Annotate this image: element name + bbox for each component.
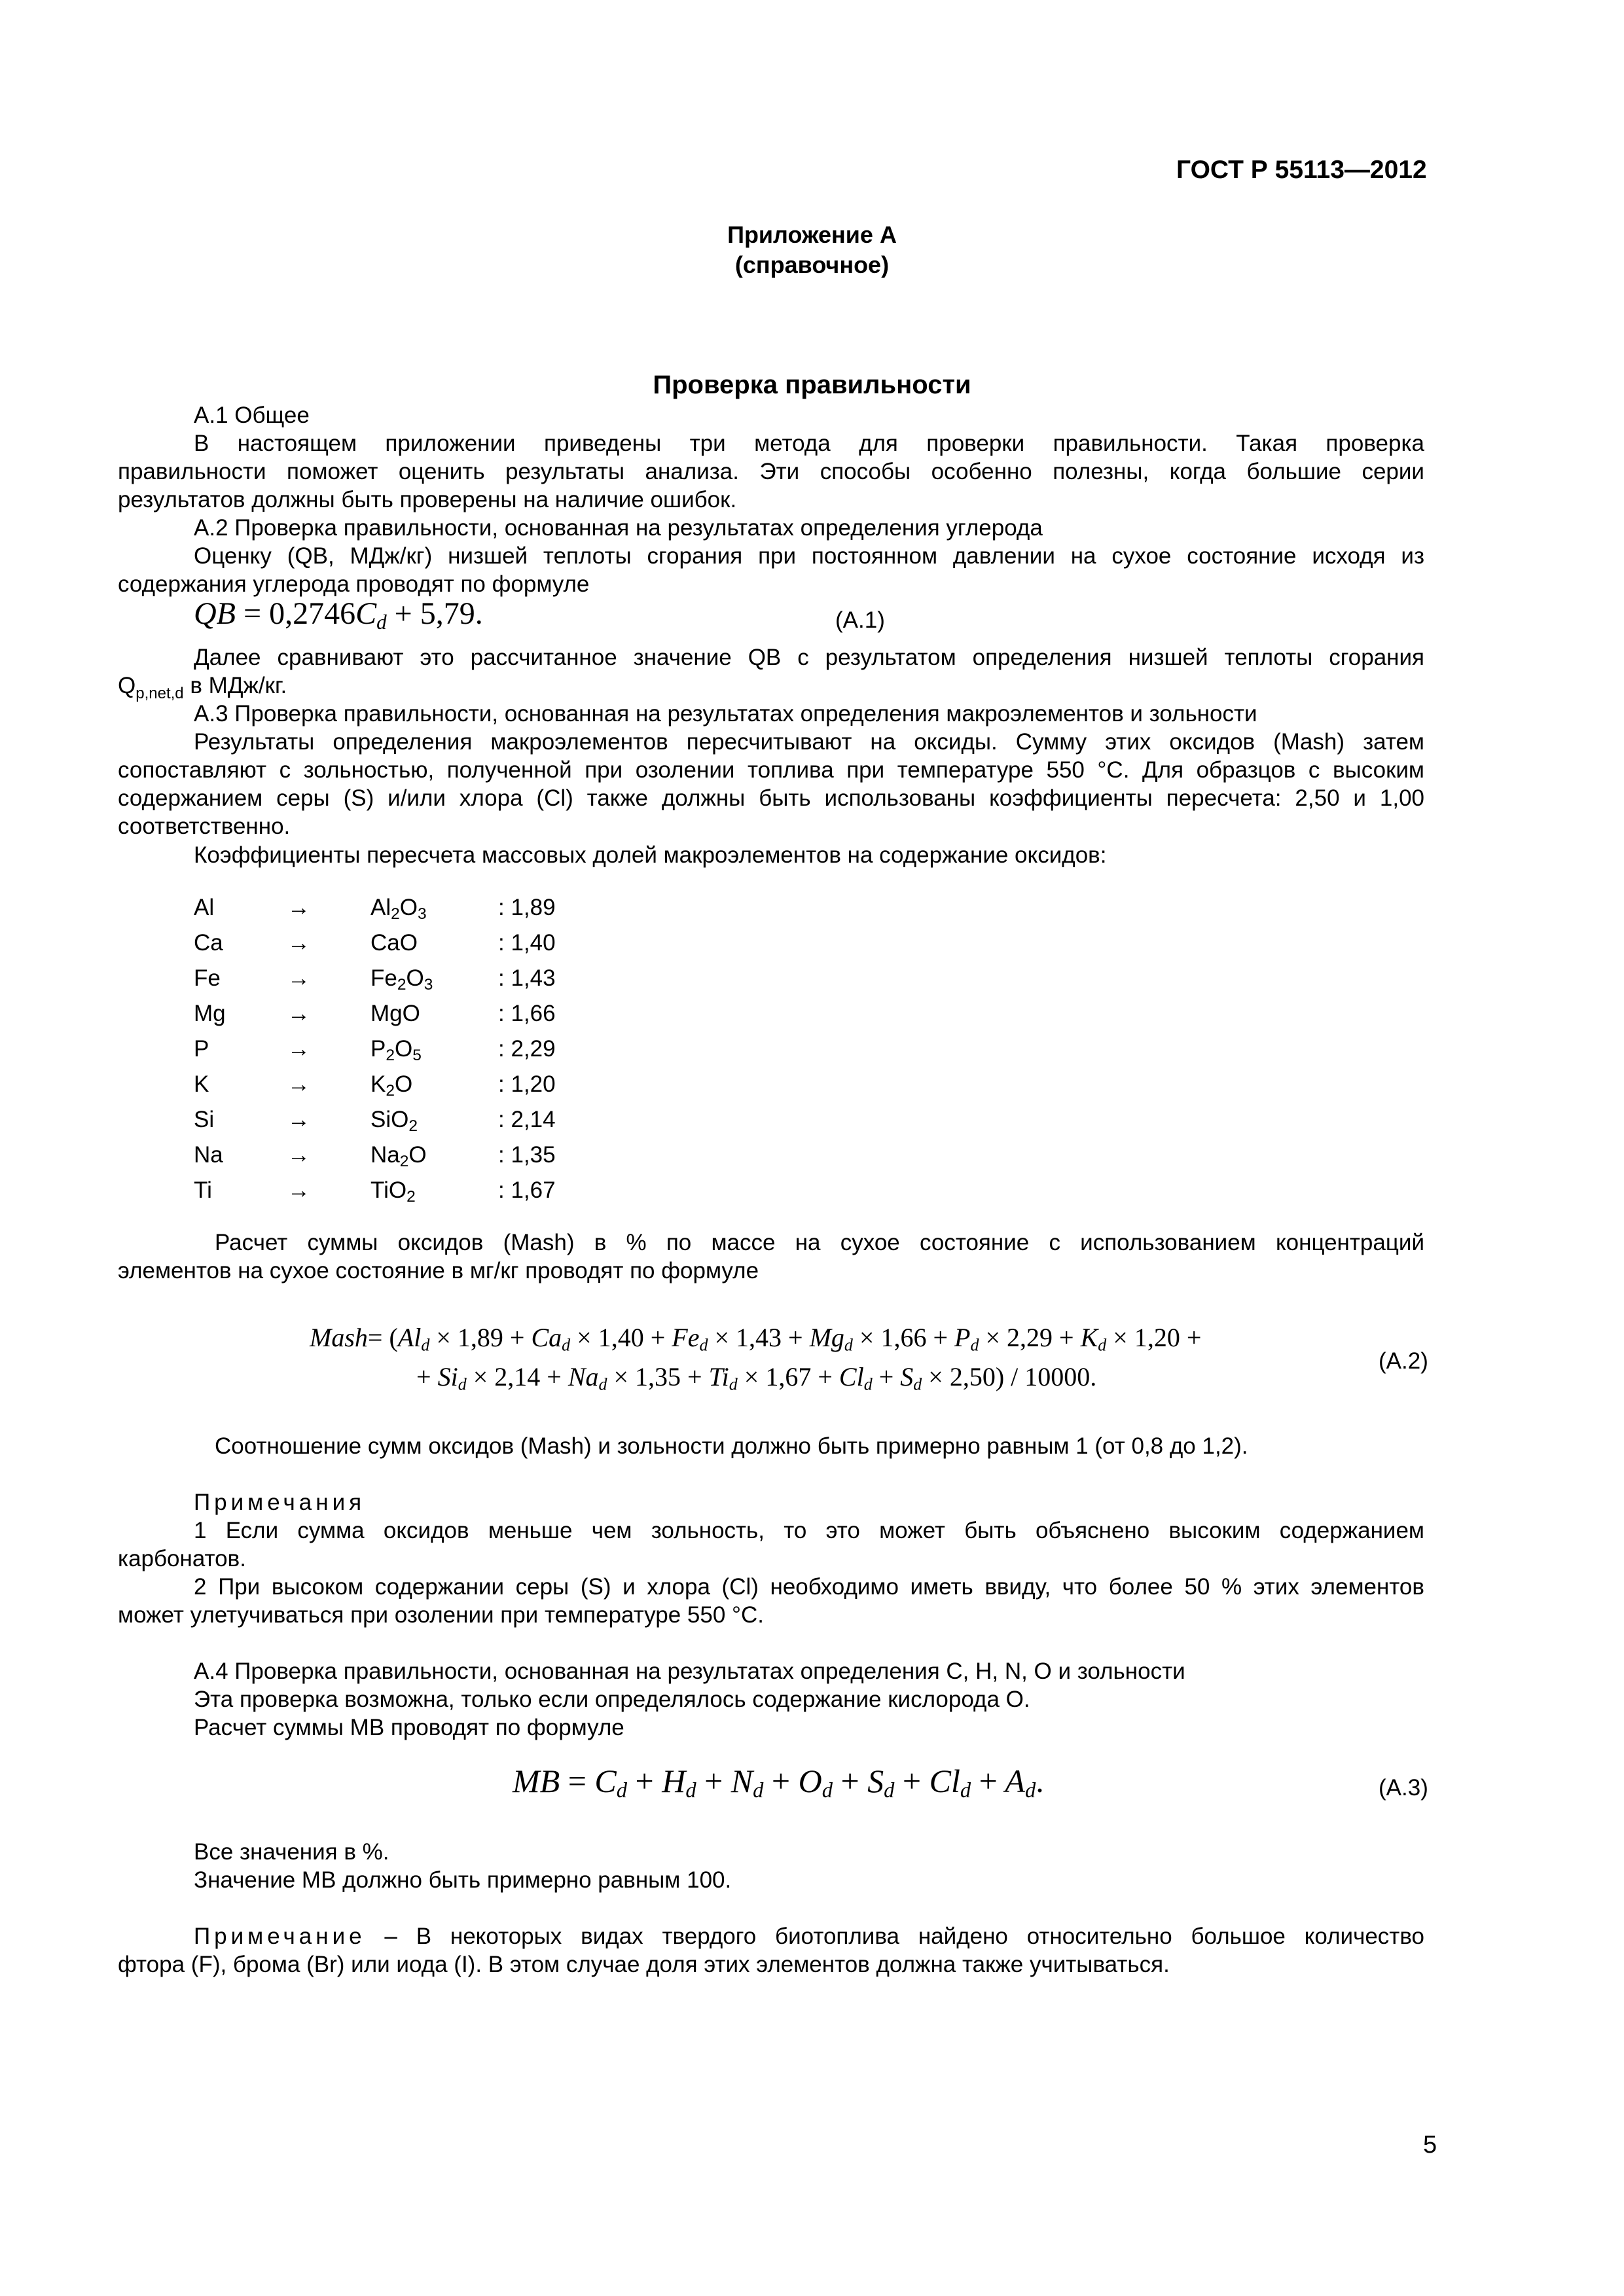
- page-number: 5: [1423, 2131, 1437, 2159]
- notes-heading: Примечания: [194, 1490, 366, 1515]
- a3-para-line: Результаты определения макроэлементов пересчитывают на оксиды. Сумму этих оксидов (Mash) затем: [194, 729, 1424, 755]
- a2-heading: А.2 Проверка правильности, основанная на результатах определения углерода: [194, 515, 1043, 541]
- formula-a2-line2: + $Si_d \times 2,14 + Na_d \times 1,35 + Ti_d \times 1,67 + Cl_d + S_d \times 2,50) / 10000$.: [416, 1362, 1097, 1394]
- coef-intro: Коэффициенты пересчета массовых долей макроэлементов на содержание оксидов:: [194, 842, 1107, 868]
- formula-a1-number: (А.1): [835, 607, 885, 633]
- note-line: 2 При высоком содержании серы (S) и хлора (Cl) необходимо иметь ввиду, что более 50 % этих элементов: [194, 1574, 1424, 1600]
- a2-para-line: Оценку (QB, МДж/кг) низшей теплоты сгорания при постоянном давлении на сухое состояние исходя из: [194, 543, 1424, 569]
- a3-para-line: сопоставляют с зольностью, полученной при озолении топлива при температуре 550 °С. Для образцов с высоким: [118, 757, 1424, 783]
- ratio-text: Соотношение сумм оксидов (Mash) и зольности должно быть примерно равным 1 (от 0,8 до 1,2).: [215, 1433, 1248, 1459]
- note-line: карбонатов.: [118, 1546, 246, 1571]
- a3-para-line: содержанием серы (S) и/или хлора (Cl) также должны быть использованы коэффициенты пересчета: 2,50 и 1,00: [118, 785, 1424, 811]
- note-line: 1 Если сумма оксидов меньше чем зольность, то это может быть объяснено высоким содержанием: [194, 1518, 1424, 1543]
- formula-a2-line1: Mash= ($Al_d \times 1,89 + Ca_d \times 1,40 + Fe_d \times 1,43 + Mg_d \times 1,66 + P_d \times 2,29 + K_d \times 1,20$ +: [310, 1323, 1202, 1355]
- appendix-title: Приложение А: [727, 221, 897, 248]
- calc-line: элементов на сухое состояние в мг/кг проводят по формуле: [118, 1258, 759, 1283]
- formula-a3: MB = $C_d + H_d + N_d + O_d + S_d + Cl_d + A_d$.: [513, 1763, 1044, 1803]
- a2-para-line: содержания углерода проводят по формуле: [118, 571, 590, 597]
- note-line: может улетучиваться при озолении при температуре 550 °С.: [118, 1602, 765, 1628]
- calc-line: Расчет суммы оксидов (Mash) в % по массе на сухое состояние с использованием концентраций: [215, 1230, 1424, 1255]
- formula-a3-number: (А.3): [1379, 1775, 1428, 1801]
- formula-a1: QB = $0,2746C_d + 5,79$.: [194, 596, 483, 634]
- a2-after-line: Далее сравнивают это рассчитанное значение QB с результатом определения низшей теплоты сгорания: [194, 645, 1424, 670]
- formula-a2-number: (А.2): [1379, 1348, 1428, 1374]
- a1-para-line: правильности поможет оценить результаты анализа. Эти способы особенно полезны, когда большие серии: [118, 459, 1424, 484]
- standard-code: ГОСТ Р 55113—2012: [1176, 156, 1427, 184]
- document-page: ГОСТ Р 55113—2012 Приложение А (справочное) Проверка правильности А.1 Общее В настоящем приложении приведены три метода для проверки правильности. Такая проверка правильности поможет оценить результаты анализа. Эти способы особенно полезны, когда большие серии результатов должны быть проверены на наличие ошибок. А.2 Проверка правильности, основанная на результатах определения углерода Оценку (QB, МДж/кг) низшей теплоты сгорания при постоянном давлении на сухое состояние исходя из содержания углерода проводят по формуле QB = $0,2746C_d + 5,79$. (А.1) Далее сравнивают это рассчитанное значение QB с результатом определения низшей теплоты сгорания $Q_{p,net,d}$ в МДж/кг. А.3 Проверка правильности, основанная на результатах определения макроэлементов и зольности Результаты определения макроэлементов пересчитывают на оксиды. Сумму этих оксидов (Mash) затем сопоставляют с зольностью, полученной при озолении топлива при температуре 550 °С. Для образцов с высоким содержанием серы (S) и/или хлора (Cl) также должны быть использованы коэффициенты пересчета: 2,50 и 1,00 соответственно. Коэффициенты пересчета массовых долей макроэлементов на содержание оксидов: Al → $Al_2O_3$ : 1,89 Ca → CaO : 1,40 Fe → $Fe_2O_3$ : 1,43 Mg → MgO : 1,66 P → $P_2O_5$ : 2,29 K → $K_2O$ : 1,20 Si → SiO$_2$ : 2,14 Na → $Na_2O$ : 1,35 Ti → TiO$_2$ : 1,67 Расчет суммы оксидов (Mash) в % по массе на сухое состояние с использованием концентраций элементов на сухое состояние в мг/кг проводят по формуле Mash= ($Al_d \times 1,89 + Ca_d \times 1,40 + Fe_d \times 1,43 + Mg_d \times 1,66 + P_d \times 2,29 + K_d \times 1,20$ + + $Si_d \times 2,14 + Na_d \times 1,35 + Ti_d \times 1,67 + Cl_d + S_d \times 2,50) / 10000$. (А.2) Соотношение сумм оксидов (Mash) и зольности должно быть примерно равным 1 (от 0,8 до 1,2). Примечания 1 Если сумма оксидов меньше чем зольность, то это может быть объяснено высоким содержанием карбонатов. 2 При высоком содержании серы (S) и хлора (Cl) необходимо иметь ввиду, что более 50 % этих элементов может улетучиваться при озолении при температуре 550 °С. А.4 Проверка правильности, основанная на результатах определения C, H, N, O и зольности Эта проверка возможна, только если определялось содержание кислорода О. Расчет суммы MB проводят по формуле MB = $C_d + H_d + N_d + O_d + S_d + Cl_d + A_d$. (А.3) Все значения в %. Значение МВ должно быть примерно равным 100. Примечание – В некоторых видах твердого биотоплива найдено относительно большое количество фтора (F), брома (Br) или иода (I). В этом случае доля этих элементов должна также учитываться. 5: [0, 0, 1624, 2296]
- a2-after-line: $Q_{p,net,d}$ в МДж/кг.: [118, 673, 287, 702]
- all-percent: Все значения в %.: [194, 1839, 389, 1865]
- a4-heading: А.4 Проверка правильности, основанная на результатах определения C, H, N, O и зольности: [194, 1659, 1185, 1684]
- a1-para-line: В настоящем приложении приведены три метода для проверки правильности. Такая проверка: [194, 431, 1424, 456]
- mb-value: Значение МВ должно быть примерно равным 100.: [194, 1867, 732, 1893]
- a4-line: Эта проверка возможна, только если определялось содержание кислорода О.: [194, 1687, 1030, 1712]
- a1-para-line: результатов должны быть проверены на наличие ошибок.: [118, 487, 737, 512]
- a4-note-line: Примечание – В некоторых видах твердого биотоплива найдено относительно большое количество: [194, 1924, 1424, 1949]
- a4-line: Расчет суммы MB проводят по формуле: [194, 1715, 624, 1740]
- appendix-kind: (справочное): [734, 251, 890, 278]
- a1-heading: А.1 Общее: [194, 403, 310, 428]
- section-title: Проверка правильности: [653, 370, 971, 399]
- a3-heading: А.3 Проверка правильности, основанная на результатах определения макроэлементов и зольности: [194, 701, 1257, 726]
- a4-note-line: фтора (F), брома (Br) или иода (I). В этом случае доля этих элементов должна также учитываться.: [118, 1952, 1170, 1977]
- a3-para-line: соответственно.: [118, 814, 291, 839]
